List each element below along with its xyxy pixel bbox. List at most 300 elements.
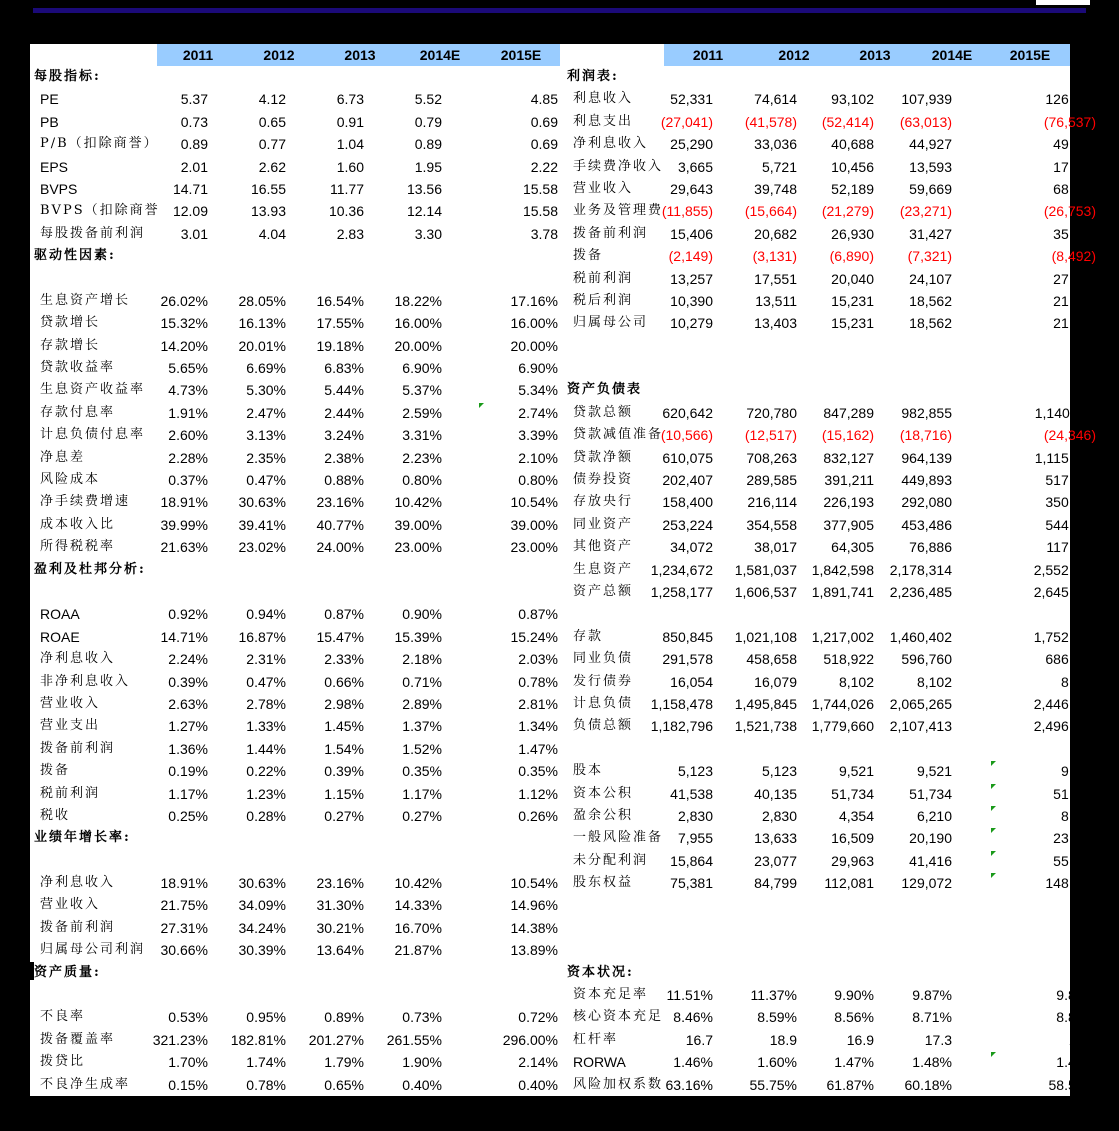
cell-value[interactable]: 126,199	[1045, 91, 1096, 108]
cell-value[interactable]: 1.60%	[757, 1054, 797, 1071]
cell-value[interactable]: 20,040	[831, 270, 874, 287]
cell-value[interactable]: 0.53%	[168, 1009, 208, 1026]
cell-value[interactable]: 1,581,037	[734, 561, 797, 578]
cell-value[interactable]: 8,324	[1060, 807, 1096, 824]
cell-value[interactable]: 0.92%	[168, 606, 208, 623]
cell-value[interactable]: 5,123	[761, 763, 797, 780]
cell-value[interactable]: 11.37%	[750, 987, 797, 1004]
cell-value[interactable]: 0.90%	[402, 606, 442, 623]
cell-value[interactable]: 20.00%	[394, 337, 442, 354]
cell-value[interactable]: 23,218	[1053, 830, 1096, 847]
cell-value[interactable]: 17,551	[754, 270, 797, 287]
cell-value[interactable]: (11,855)	[661, 203, 713, 220]
cell-value[interactable]: 4.85	[530, 91, 558, 108]
cell-value[interactable]: 41,538	[670, 785, 713, 802]
cell-value[interactable]: 216,114	[747, 494, 797, 511]
cell-value[interactable]: 26,930	[831, 225, 874, 242]
cell-value[interactable]: 40,135	[754, 785, 797, 802]
cell-value[interactable]: 0.28%	[246, 807, 286, 824]
cell-value[interactable]: 2.98%	[324, 695, 364, 712]
cell-value[interactable]: 16,079	[754, 673, 797, 690]
comment-flag-icon[interactable]	[991, 1052, 996, 1057]
cell-value[interactable]: 13.56	[406, 180, 442, 197]
cell-value[interactable]: 3.78	[530, 225, 558, 242]
cell-value[interactable]: 35,947	[1053, 225, 1096, 242]
cell-value[interactable]: 8.81%	[1056, 1009, 1096, 1026]
cell-value[interactable]: 55.75%	[749, 1076, 797, 1093]
cell-value[interactable]: 24,107	[909, 270, 952, 287]
cell-value[interactable]: (27,041)	[660, 113, 713, 130]
cell-value[interactable]: 30.66%	[160, 942, 208, 959]
cell-value[interactable]: 291,578	[662, 651, 713, 668]
cell-value[interactable]: 23.16%	[316, 875, 364, 892]
cell-value[interactable]: 0.72%	[518, 1009, 558, 1026]
cell-value[interactable]: (21,279)	[821, 203, 874, 220]
cell-value[interactable]: 1.17%	[402, 785, 442, 802]
cell-value[interactable]: 253,224	[662, 516, 713, 533]
cell-value[interactable]: 59,669	[909, 180, 952, 197]
cell-value[interactable]: 0.87%	[324, 606, 364, 623]
cell-value[interactable]: 1,115,767	[1034, 449, 1096, 466]
comment-flag-icon[interactable]	[991, 784, 996, 789]
cell-value[interactable]: 201.27%	[308, 1031, 364, 1048]
cell-value[interactable]: 15.58	[522, 180, 558, 197]
cell-value[interactable]: 982,855	[901, 404, 952, 421]
cell-value[interactable]: 15,406	[670, 225, 713, 242]
cell-value[interactable]: 6.90%	[402, 360, 442, 377]
cell-value[interactable]: 354,558	[746, 516, 797, 533]
cell-value[interactable]: 13.64%	[316, 942, 364, 959]
cell-value[interactable]: 13,257	[670, 270, 713, 287]
cell-value[interactable]: 40,688	[831, 136, 874, 153]
cell-value[interactable]: 23.02%	[238, 539, 286, 556]
cell-value[interactable]: 13.89%	[510, 942, 558, 959]
cell-value[interactable]: 4.73%	[168, 382, 208, 399]
cell-value[interactable]: 2,446,859	[1033, 695, 1096, 712]
cell-value[interactable]: 1.04	[336, 136, 364, 153]
cell-value[interactable]: 14.38%	[510, 919, 558, 936]
cell-value[interactable]: 1,021,108	[734, 628, 797, 645]
cell-value[interactable]: 2.44%	[324, 404, 364, 421]
cell-value[interactable]: 34.24%	[238, 919, 286, 936]
cell-value[interactable]: 15.39%	[394, 628, 442, 645]
cell-value[interactable]: 10,279	[670, 315, 713, 332]
cell-value[interactable]: 8.56%	[834, 1009, 874, 1026]
cell-value[interactable]: 30.39%	[238, 942, 286, 959]
cell-value[interactable]: 2,236,485	[889, 583, 952, 600]
cell-value[interactable]: 1.34%	[518, 718, 558, 735]
cell-value[interactable]: 10.42%	[394, 494, 442, 511]
cell-value[interactable]: (41,578)	[744, 113, 797, 130]
cell-value[interactable]: 13,403	[754, 315, 797, 332]
cell-value[interactable]: 2.03%	[518, 651, 558, 668]
cell-value[interactable]: 4.12	[258, 91, 286, 108]
cell-value[interactable]: 20.00%	[510, 337, 558, 354]
cell-value[interactable]: 0.19%	[168, 763, 208, 780]
cell-value[interactable]: 58.52%	[1048, 1076, 1096, 1093]
cell-value[interactable]: 158,400	[662, 494, 713, 511]
cell-value[interactable]: 321.23%	[152, 1031, 208, 1048]
cell-value[interactable]: 847,289	[823, 404, 874, 421]
cell-value[interactable]: 2,178,314	[889, 561, 952, 578]
cell-value[interactable]: 10.42%	[394, 875, 442, 892]
cell-value[interactable]: (24,346)	[1043, 427, 1096, 444]
cell-value[interactable]: 16.55	[250, 180, 286, 197]
cell-value[interactable]: 148,298	[1045, 875, 1096, 892]
cell-value[interactable]: 2.59%	[402, 404, 442, 421]
cell-value[interactable]: 2.01	[180, 158, 208, 175]
cell-value[interactable]: 5.37	[180, 91, 208, 108]
cell-value[interactable]: 1,842,598	[811, 561, 874, 578]
cell-value[interactable]: 377,905	[823, 516, 874, 533]
cell-value[interactable]: 1.15%	[324, 785, 364, 802]
cell-value[interactable]: (3,131)	[752, 248, 797, 265]
cell-value[interactable]: 832,127	[823, 449, 874, 466]
cell-value[interactable]: 14.71%	[160, 628, 208, 645]
cell-value[interactable]: 0.89	[414, 136, 442, 153]
cell-value[interactable]: 8.46%	[673, 1009, 713, 1026]
cell-value[interactable]: 0.87%	[518, 606, 558, 623]
cell-value[interactable]: 21.75%	[160, 897, 208, 914]
comment-flag-icon[interactable]	[991, 828, 996, 833]
cell-value[interactable]: 23.16%	[316, 494, 364, 511]
cell-value[interactable]: 4.04	[258, 225, 286, 242]
cell-value[interactable]: 64,305	[831, 539, 874, 556]
cell-value[interactable]: 6.83%	[324, 360, 364, 377]
cell-value[interactable]: 10.36	[328, 203, 364, 220]
comment-flag-icon[interactable]	[991, 851, 996, 856]
cell-value[interactable]: 13,511	[755, 292, 797, 309]
cell-value[interactable]: 0.94%	[246, 606, 286, 623]
cell-value[interactable]: 0.80%	[402, 472, 442, 489]
cell-value[interactable]: 15.47%	[316, 628, 364, 645]
cell-value[interactable]: 17.16%	[510, 292, 558, 309]
cell-value[interactable]: 52,331	[670, 91, 713, 108]
cell-value[interactable]: 0.27%	[402, 807, 442, 824]
cell-value[interactable]: 5.52	[414, 91, 442, 108]
cell-value[interactable]: 16.7	[685, 1031, 713, 1048]
cell-value[interactable]: 0.79	[414, 113, 442, 130]
cell-value[interactable]: 5.34%	[518, 382, 558, 399]
cell-value[interactable]: 8,102	[916, 673, 952, 690]
cell-value[interactable]: (76,537)	[1043, 113, 1096, 130]
cell-value[interactable]: 2.24%	[168, 651, 208, 668]
cell-value[interactable]: 3.31%	[402, 427, 442, 444]
cell-value[interactable]: 0.40%	[518, 1076, 558, 1093]
cell-value[interactable]: 0.65	[258, 113, 286, 130]
cell-value[interactable]: 0.39%	[324, 763, 364, 780]
cell-value[interactable]: 6.90%	[518, 360, 558, 377]
cell-value[interactable]: 0.39%	[168, 673, 208, 690]
cell-value[interactable]: 4,354	[838, 807, 874, 824]
cell-value[interactable]: (63,013)	[899, 113, 952, 130]
cell-value[interactable]: 30.63%	[238, 494, 286, 511]
cell-value[interactable]: 16.70%	[394, 919, 442, 936]
cell-value[interactable]: 19.18%	[316, 337, 364, 354]
cell-value[interactable]: 15,231	[831, 315, 874, 332]
cell-value[interactable]: 2,830	[761, 807, 797, 824]
cell-value[interactable]: 0.25%	[168, 807, 208, 824]
cell-value[interactable]: 1.46%	[673, 1054, 713, 1071]
cell-value[interactable]: 30.63%	[238, 875, 286, 892]
cell-value[interactable]: 1.27%	[168, 718, 208, 735]
cell-value[interactable]: 16.54%	[316, 292, 364, 309]
cell-value[interactable]: 2.89%	[402, 695, 442, 712]
cell-value[interactable]: 202,407	[662, 472, 713, 489]
cell-value[interactable]: 0.89%	[324, 1009, 364, 1026]
cell-value[interactable]: 12.09	[172, 203, 208, 220]
cell-value[interactable]: 34,072	[670, 539, 713, 556]
cell-value[interactable]: 0.26%	[518, 807, 558, 824]
cell-value[interactable]: 5.65%	[168, 360, 208, 377]
cell-value[interactable]: 18.91%	[160, 494, 208, 511]
comment-flag-icon[interactable]	[991, 806, 996, 811]
cell-value[interactable]: 1,521,738	[734, 718, 797, 735]
cell-value[interactable]: 29,963	[831, 852, 874, 869]
cell-value[interactable]: 2.47%	[246, 404, 286, 421]
cell-value[interactable]: 350,497	[1045, 494, 1096, 511]
cell-value[interactable]: 15,864	[670, 852, 713, 869]
cell-value[interactable]: 21,141	[1053, 292, 1096, 309]
cell-value[interactable]: 620,642	[662, 404, 713, 421]
cell-value[interactable]: 1.91%	[168, 404, 208, 421]
cell-value[interactable]: 1.79%	[324, 1054, 364, 1071]
cell-value[interactable]: 596,760	[901, 651, 952, 668]
cell-value[interactable]: 39,748	[754, 180, 797, 197]
cell-value[interactable]: 16.9	[846, 1031, 874, 1048]
cell-value[interactable]: 1.74%	[246, 1054, 286, 1071]
cell-value[interactable]: 686,274	[1045, 651, 1096, 668]
cell-value[interactable]: 18,562	[909, 315, 952, 332]
cell-value[interactable]: 40.77%	[316, 516, 364, 533]
cell-value[interactable]: 1.52%	[402, 740, 442, 757]
cell-value[interactable]: 11.51%	[666, 987, 713, 1004]
comment-flag-icon[interactable]	[479, 403, 484, 408]
cell-value[interactable]: 16.00%	[510, 315, 558, 332]
cell-value[interactable]: 17.3	[924, 1031, 952, 1048]
cell-value[interactable]: 0.47%	[246, 673, 286, 690]
cell-value[interactable]: 6,210	[916, 807, 952, 824]
cell-value[interactable]: (52,414)	[821, 113, 874, 130]
cell-value[interactable]: 117,270	[1046, 539, 1096, 556]
cell-value[interactable]: 3.24%	[324, 427, 364, 444]
cell-value[interactable]: 31,427	[909, 225, 952, 242]
cell-value[interactable]: 17.55%	[316, 315, 364, 332]
cell-value[interactable]: 14.20%	[160, 337, 208, 354]
cell-value[interactable]: 1,182,796	[650, 718, 713, 735]
cell-value[interactable]: 9.90%	[834, 987, 874, 1004]
cell-value[interactable]: 2.60%	[168, 427, 208, 444]
cell-value[interactable]: 93,102	[831, 91, 874, 108]
cell-value[interactable]: 2.28%	[168, 449, 208, 466]
cell-value[interactable]: 5,123	[677, 763, 713, 780]
cell-value[interactable]: 1,460,402	[889, 628, 952, 645]
cell-value[interactable]: 3.01	[180, 225, 208, 242]
cell-value[interactable]: 518,922	[823, 651, 874, 668]
cell-value[interactable]: 15.58	[522, 203, 558, 220]
cell-value[interactable]: 0.71%	[402, 673, 442, 690]
cell-value[interactable]: 2.74%	[518, 404, 558, 421]
cell-value[interactable]: 21,141	[1053, 315, 1096, 332]
cell-value[interactable]: 0.73	[180, 113, 208, 130]
cell-value[interactable]: 453,486	[901, 516, 952, 533]
cell-value[interactable]: 39.41%	[238, 516, 286, 533]
cell-value[interactable]: 2.38%	[324, 449, 364, 466]
cell-value[interactable]: 10,390	[670, 292, 713, 309]
cell-value[interactable]: 76,886	[909, 539, 952, 556]
cell-value[interactable]: 0.80%	[518, 472, 558, 489]
cell-value[interactable]: 0.91	[336, 113, 364, 130]
cell-value[interactable]: 226,193	[823, 494, 874, 511]
cell-value[interactable]: 12.14	[406, 203, 442, 220]
cell-value[interactable]: 41,416	[909, 852, 952, 869]
cell-value[interactable]: 9.87%	[912, 987, 952, 1004]
cell-value[interactable]: 5.37%	[402, 382, 442, 399]
cell-value[interactable]: 1.47%	[518, 740, 558, 757]
cell-value[interactable]: 39.99%	[160, 516, 208, 533]
cell-value[interactable]: 1.90%	[402, 1054, 442, 1071]
cell-value[interactable]: 1,140,112	[1034, 404, 1096, 421]
cell-value[interactable]: 25,290	[670, 136, 713, 153]
cell-value[interactable]: 0.15%	[168, 1076, 208, 1093]
cell-value[interactable]: 2,830	[677, 807, 713, 824]
cell-value[interactable]: 15,231	[831, 292, 874, 309]
cell-value[interactable]: 8.59%	[757, 1009, 797, 1026]
cell-value[interactable]: 1,217,002	[811, 628, 874, 645]
cell-value[interactable]: 964,139	[901, 449, 952, 466]
comment-flag-icon[interactable]	[991, 761, 996, 766]
cell-value[interactable]: 51,734	[909, 785, 952, 802]
cell-value[interactable]: 1.33%	[246, 718, 286, 735]
cell-value[interactable]: 3.30	[414, 225, 442, 242]
cell-value[interactable]: 18,562	[909, 292, 952, 309]
cell-value[interactable]: 182.81%	[230, 1031, 286, 1048]
cell-value[interactable]: 11.77	[330, 180, 364, 197]
cell-value[interactable]: 0.37%	[168, 472, 208, 489]
cell-value[interactable]: 289,585	[746, 472, 797, 489]
cell-value[interactable]: 55,499	[1053, 852, 1096, 869]
cell-value[interactable]: 107,939	[901, 91, 952, 108]
cell-value[interactable]: (18,716)	[899, 427, 952, 444]
cell-value[interactable]: 544,183	[1045, 516, 1096, 533]
cell-value[interactable]: 51,734	[831, 785, 874, 802]
cell-value[interactable]: 52,189	[831, 180, 874, 197]
cell-value[interactable]: 296.00%	[502, 1031, 558, 1048]
cell-value[interactable]: 30.21%	[316, 919, 364, 936]
cell-value[interactable]: 5.30%	[246, 382, 286, 399]
cell-value[interactable]: 5.44%	[324, 382, 364, 399]
cell-value[interactable]: 14.33%	[394, 897, 442, 914]
cell-value[interactable]: 2.31%	[246, 651, 286, 668]
cell-value[interactable]: 21.63%	[160, 539, 208, 556]
cell-value[interactable]: 2,496,795	[1033, 718, 1096, 735]
cell-value[interactable]: 1.70%	[168, 1054, 208, 1071]
cell-value[interactable]: 0.66%	[324, 673, 364, 690]
cell-value[interactable]: 3.13%	[246, 427, 286, 444]
cell-value[interactable]: 9.83%	[1056, 987, 1096, 1004]
comment-flag-icon[interactable]	[991, 873, 996, 878]
cell-value[interactable]: 13,593	[909, 158, 952, 175]
cell-value[interactable]: 1,744,026	[811, 695, 874, 712]
cell-value[interactable]: 23.00%	[510, 539, 558, 556]
cell-value[interactable]: 2.62	[258, 158, 286, 175]
cell-value[interactable]: 0.77	[258, 136, 286, 153]
cell-value[interactable]: 1.95	[414, 158, 442, 175]
cell-value[interactable]: 2.78%	[246, 695, 286, 712]
cell-value[interactable]: 63.16%	[665, 1076, 713, 1093]
cell-value[interactable]: 1,234,672	[650, 561, 713, 578]
cell-value[interactable]: 14.96%	[510, 897, 558, 914]
cell-value[interactable]: 21.87%	[394, 942, 442, 959]
cell-value[interactable]: 1,258,177	[650, 583, 713, 600]
cell-value[interactable]: 23.00%	[394, 539, 442, 556]
cell-value[interactable]: (12,517)	[744, 427, 797, 444]
cell-value[interactable]: 6.73	[336, 91, 364, 108]
cell-value[interactable]: 1,158,478	[650, 695, 713, 712]
cell-value[interactable]: 9,521	[916, 763, 952, 780]
cell-value[interactable]: 28.05%	[238, 292, 286, 309]
cell-value[interactable]: 2.22	[530, 158, 558, 175]
cell-value[interactable]: 2.63%	[168, 695, 208, 712]
cell-value[interactable]: 1.54%	[324, 740, 364, 757]
cell-value[interactable]: (26,753)	[1043, 203, 1096, 220]
cell-value[interactable]: 292,080	[901, 494, 952, 511]
cell-value[interactable]: 708,263	[746, 449, 797, 466]
cell-value[interactable]: 7,955	[677, 830, 713, 847]
cell-value[interactable]: 2.23%	[402, 449, 442, 466]
cell-value[interactable]: 18.22%	[394, 292, 442, 309]
cell-value[interactable]: 13,633	[754, 830, 797, 847]
cell-value[interactable]: 2.10%	[518, 449, 558, 466]
cell-value[interactable]: 16.00%	[394, 315, 442, 332]
cell-value[interactable]: 27.31%	[160, 919, 208, 936]
cell-value[interactable]: 1.23%	[246, 785, 286, 802]
cell-value[interactable]: 1.17%	[168, 785, 208, 802]
cell-value[interactable]: 1.36%	[168, 740, 208, 757]
cell-value[interactable]: 449,893	[901, 472, 952, 489]
cell-value[interactable]: 0.65%	[324, 1076, 364, 1093]
cell-value[interactable]: 1.47%	[834, 1054, 874, 1071]
cell-value[interactable]: 391,211	[824, 472, 874, 489]
cell-value[interactable]: 15.32%	[160, 315, 208, 332]
cell-value[interactable]: 0.40%	[402, 1076, 442, 1093]
cell-value[interactable]: 8,102	[838, 673, 874, 690]
cell-value[interactable]: 1,891,741	[811, 583, 874, 600]
cell-value[interactable]: 261.55%	[386, 1031, 442, 1048]
cell-value[interactable]: 20.01%	[238, 337, 286, 354]
cell-value[interactable]: 5,721	[761, 158, 797, 175]
cell-value[interactable]: 1,495,845	[734, 695, 797, 712]
cell-value[interactable]: 2.83	[336, 225, 364, 242]
cell-value[interactable]: 0.27%	[324, 807, 364, 824]
cell-value[interactable]: 51,734	[1053, 785, 1096, 802]
cell-value[interactable]: 74,614	[754, 91, 797, 108]
cell-value[interactable]: 2.14%	[518, 1054, 558, 1071]
cell-value[interactable]: 8,102	[1060, 673, 1096, 690]
cell-value[interactable]: 1,779,660	[811, 718, 874, 735]
cell-value[interactable]: 14.71	[172, 180, 208, 197]
cell-value[interactable]: 8.71%	[912, 1009, 952, 1026]
cell-value[interactable]: 0.95%	[246, 1009, 286, 1026]
cell-value[interactable]: 10,456	[831, 158, 874, 175]
cell-value[interactable]: 60.18%	[904, 1076, 952, 1093]
cell-value[interactable]: 39.00%	[510, 516, 558, 533]
cell-value[interactable]: 0.22%	[246, 763, 286, 780]
cell-value[interactable]: 29,643	[670, 180, 713, 197]
cell-value[interactable]: 850,845	[662, 628, 713, 645]
cell-value[interactable]: 1.45%	[324, 718, 364, 735]
cell-value[interactable]: 1.48%	[912, 1054, 952, 1071]
